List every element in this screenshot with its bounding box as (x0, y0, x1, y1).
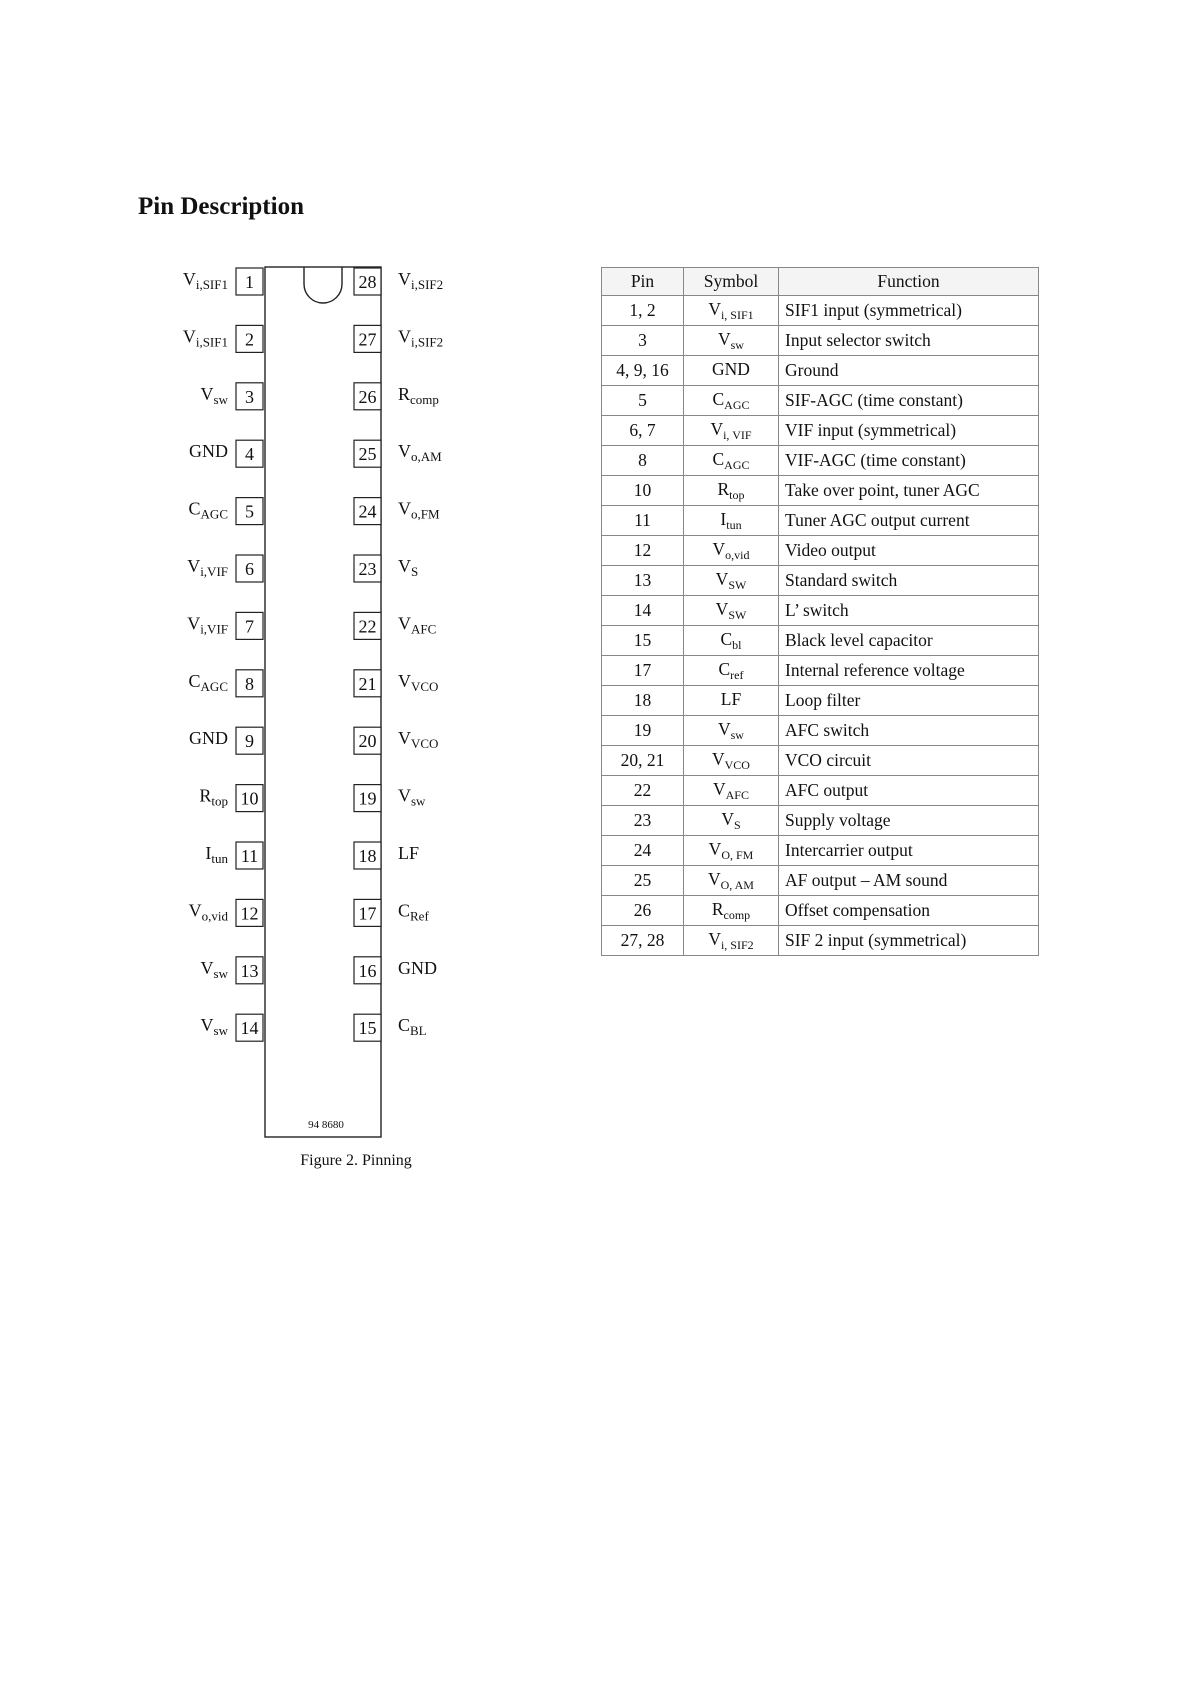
table-row (602, 896, 1039, 926)
function-cell: VIF-AGC (time constant) (779, 446, 1039, 476)
symbol-subscript: AFC (725, 787, 749, 802)
symbol-main: C (712, 448, 725, 469)
symbol-subscript: AGC (724, 397, 750, 412)
pin-number: 7 (245, 616, 254, 637)
symbol-cell (684, 296, 779, 326)
table-row (602, 326, 1039, 356)
symbol-subscript: sw (730, 727, 744, 742)
pin-number: 26 (358, 386, 377, 407)
symbol-main: V (200, 957, 214, 978)
table-row (602, 476, 1039, 506)
symbol-cell (684, 446, 779, 476)
pin-symbol (398, 384, 439, 407)
pin-number: 25 (358, 444, 377, 465)
symbol-subscript: sw (213, 965, 228, 981)
table-row (602, 656, 1039, 686)
symbol-main: V (398, 670, 411, 691)
pin-symbol (201, 958, 229, 981)
symbol-main: V (708, 298, 721, 319)
function-cell: Intercarrier output (779, 836, 1039, 866)
pin-cell: 12 (602, 536, 684, 566)
function-cell: AF output – AM sound (779, 866, 1039, 896)
symbol-main: C (398, 1015, 411, 1036)
table-row (602, 866, 1039, 896)
pin-symbol (189, 900, 229, 923)
symbol-subscript: i, VIF (723, 427, 752, 442)
symbol-subscript: BL (410, 1023, 427, 1039)
symbol-subscript: VCO (411, 736, 439, 752)
symbol-main: V (182, 269, 196, 289)
pin-cell: 15 (602, 626, 684, 656)
pin-cell: 24 (602, 836, 684, 866)
symbol-main: V (398, 613, 411, 634)
pin-cell: 17 (602, 656, 684, 686)
function-cell: Ground (779, 356, 1039, 386)
symbol-main: V (713, 778, 726, 799)
pin-number: 20 (358, 731, 377, 752)
pin-cell: 11 (602, 506, 684, 536)
pin-symbol (398, 786, 426, 809)
symbol-main: V (712, 538, 726, 559)
symbol-main: V (715, 568, 729, 589)
symbol-subscript: S (411, 564, 419, 579)
symbol-main: V (188, 900, 202, 921)
pin-symbol (398, 900, 429, 923)
pin-number: 9 (245, 731, 254, 752)
symbol-subscript: o,FM (411, 506, 440, 522)
pin-number: 22 (358, 616, 377, 637)
symbol-main: V (398, 269, 411, 289)
figure-caption: Figure 2. Pinning (300, 1152, 412, 1169)
pin-symbol (189, 441, 228, 461)
pin-symbol (187, 613, 228, 636)
pin-cell: 5 (602, 386, 684, 416)
symbol-main: LF (720, 688, 742, 709)
symbol-subscript: AFC (411, 621, 437, 637)
function-cell: Input selector switch (779, 326, 1039, 356)
pin-number: 27 (358, 329, 377, 350)
symbol-cell (684, 596, 779, 626)
function-cell: AFC output (779, 776, 1039, 806)
symbol-main: V (398, 498, 411, 519)
symbol-main: V (200, 383, 214, 404)
table-row (602, 416, 1039, 446)
symbol-subscript: top (211, 793, 228, 809)
symbol-cell (684, 686, 779, 716)
symbol-main: GND (189, 728, 228, 749)
symbol-main: R (717, 478, 730, 499)
symbol-subscript: tun (211, 851, 228, 866)
function-cell: Video output (779, 536, 1039, 566)
symbol-cell (684, 356, 779, 386)
symbol-main: R (711, 898, 724, 919)
function-cell: Black level capacitor (779, 626, 1039, 656)
symbol-main: V (712, 748, 725, 769)
pin-number: 13 (240, 960, 259, 981)
pin-number: 10 (240, 788, 259, 809)
symbol-subscript: o,AM (411, 449, 442, 465)
function-cell: Loop filter (779, 686, 1039, 716)
symbol-subscript: i,SIF2 (411, 334, 444, 350)
symbol-cell (684, 326, 779, 356)
pin-symbol (398, 613, 436, 636)
table-row (602, 806, 1039, 836)
function-cell: Supply voltage (779, 806, 1039, 836)
symbol-main: GND (189, 441, 228, 462)
page-title: Pin Description (138, 193, 304, 220)
pin-number: 17 (358, 903, 377, 924)
symbol-cell (684, 836, 779, 866)
function-cell: Standard switch (779, 566, 1039, 596)
symbol-main: V (708, 868, 721, 889)
table-row (602, 536, 1039, 566)
symbol-subscript: bl (732, 637, 742, 652)
pin-number: 4 (245, 444, 254, 465)
pin-number: 14 (240, 1018, 259, 1039)
symbol-subscript: ref (730, 667, 744, 682)
header-pin: Pin (602, 268, 684, 296)
pin-number: 18 (358, 846, 377, 866)
symbol-subscript: top (729, 487, 745, 502)
symbol-main: V (708, 928, 721, 949)
pin-cell: 14 (602, 596, 684, 626)
symbol-main: V (710, 418, 724, 439)
function-cell: Tuner AGC output current (779, 506, 1039, 536)
symbol-main: V (187, 556, 201, 576)
symbol-cell (684, 416, 779, 446)
symbol-main: V (182, 326, 196, 347)
symbol-subscript: O, AM (720, 877, 754, 892)
pin-number: 19 (358, 788, 377, 809)
symbol-subscript: AGC (200, 506, 228, 522)
symbol-subscript: sw (213, 1023, 228, 1039)
symbol-subscript: i,VIF (200, 621, 228, 637)
symbol-cell (684, 896, 779, 926)
pin-cell: 19 (602, 716, 684, 746)
symbol-cell (684, 806, 779, 836)
pin-number: 23 (358, 559, 377, 579)
symbol-subscript: i, SIF2 (720, 937, 754, 952)
symbol-subscript: o,vid (725, 547, 750, 562)
pin-cell: 4, 9, 16 (602, 356, 684, 386)
table-header-row (602, 268, 1039, 296)
pin-symbol (398, 269, 443, 292)
pin-symbol (189, 671, 228, 694)
header-symbol: Symbol (684, 268, 779, 296)
symbol-main: V (708, 838, 722, 859)
symbol-main: LF (398, 843, 420, 863)
pin-number: 3 (245, 386, 254, 407)
symbol-subscript: tun (726, 517, 742, 532)
symbol-subscript: SW (728, 607, 747, 622)
symbol-main: GND (398, 957, 437, 978)
function-cell: Offset compensation (779, 896, 1039, 926)
symbol-subscript: O, FM (721, 847, 754, 862)
pin-cell: 6, 7 (602, 416, 684, 446)
pin-symbol (398, 326, 443, 349)
pin-cell: 3 (602, 326, 684, 356)
pin-cell: 20, 21 (602, 746, 684, 776)
symbol-main: V (398, 785, 411, 806)
symbol-subscript: i,SIF2 (411, 277, 444, 292)
symbol-main: V (721, 808, 734, 829)
pin-cell: 1, 2 (602, 296, 684, 326)
symbol-cell (684, 866, 779, 896)
pinning-diagram (150, 262, 490, 1182)
symbol-subscript: Ref (410, 908, 429, 924)
pin-symbol (187, 556, 228, 579)
symbol-main: C (712, 388, 725, 409)
pin-cell: 27, 28 (602, 926, 684, 956)
symbol-cell (684, 476, 779, 506)
symbol-main: V (187, 613, 201, 634)
symbol-subscript: i,VIF (200, 564, 228, 579)
symbol-cell (684, 566, 779, 596)
pin-number: 24 (358, 501, 377, 522)
pin-table (601, 267, 1039, 956)
symbol-subscript: comp (410, 391, 439, 407)
pin-symbol (398, 671, 438, 694)
symbol-main: V (715, 598, 729, 619)
symbol-main: V (398, 326, 411, 347)
table-row (602, 596, 1039, 626)
pin-symbol (398, 441, 442, 464)
symbol-subscript: AGC (724, 457, 750, 472)
table-row (602, 926, 1039, 956)
symbol-subscript: comp (723, 907, 751, 922)
pin-number: 28 (358, 272, 377, 292)
table-row (602, 566, 1039, 596)
table-row (602, 296, 1039, 326)
symbol-subscript: VCO (724, 757, 750, 772)
symbol-main: C (718, 658, 731, 679)
symbol-main: C (398, 900, 411, 921)
pin-symbol (398, 556, 418, 579)
pin-symbol (201, 1015, 229, 1038)
pin-symbol (183, 269, 228, 292)
table-row (602, 836, 1039, 866)
pin-cell: 26 (602, 896, 684, 926)
symbol-main: C (720, 628, 733, 649)
symbol-cell (684, 626, 779, 656)
symbol-main: C (188, 670, 201, 691)
pin-symbol (201, 384, 229, 407)
symbol-main: V (200, 1015, 214, 1036)
function-cell: VIF input (symmetrical) (779, 416, 1039, 446)
pin-cell: 10 (602, 476, 684, 506)
symbol-cell (684, 746, 779, 776)
table-row (602, 446, 1039, 476)
pin-number: 15 (358, 1018, 377, 1039)
symbol-main: I (205, 843, 212, 863)
symbol-subscript: sw (411, 793, 426, 809)
symbol-subscript: i,SIF1 (195, 334, 228, 350)
table-row (602, 716, 1039, 746)
pin-symbol (205, 843, 228, 866)
table-row (602, 746, 1039, 776)
symbol-subscript: i,SIF1 (195, 277, 228, 292)
pins-layer (183, 268, 443, 1041)
function-cell: AFC switch (779, 716, 1039, 746)
table-row (602, 506, 1039, 536)
pin-cell: 23 (602, 806, 684, 836)
table-row (602, 776, 1039, 806)
pin-number: 8 (245, 673, 254, 694)
header-function: Function (779, 268, 1039, 296)
pin-number: 1 (245, 272, 254, 292)
pin-cell: 8 (602, 446, 684, 476)
pin-symbol (183, 326, 228, 349)
symbol-cell (684, 386, 779, 416)
symbol-subscript: sw (213, 391, 228, 407)
pin-number: 5 (245, 501, 254, 522)
function-cell: VCO circuit (779, 746, 1039, 776)
pin-symbol (189, 728, 228, 748)
pin-symbol (398, 958, 437, 978)
symbol-subscript: SW (728, 577, 747, 592)
ic-id: 94 8680 (308, 1119, 344, 1131)
function-cell: SIF 2 input (symmetrical) (779, 926, 1039, 956)
pin-number: 21 (358, 673, 377, 694)
pin-number: 12 (240, 903, 259, 924)
table-row (602, 356, 1039, 386)
ic-notch (304, 267, 342, 303)
pin-symbol (398, 499, 440, 522)
pin-symbol (398, 1015, 427, 1038)
pin-symbol (199, 786, 228, 809)
pin-number: 11 (240, 846, 259, 866)
symbol-main: R (199, 785, 212, 806)
symbol-main: GND (712, 358, 750, 379)
table-row (602, 686, 1039, 716)
pin-cell: 25 (602, 866, 684, 896)
pin-cell: 22 (602, 776, 684, 806)
symbol-subscript: sw (730, 337, 744, 352)
symbol-subscript: i, SIF1 (720, 307, 754, 322)
symbol-main: V (718, 328, 731, 349)
symbol-subscript: S (733, 817, 741, 832)
symbol-subscript: VCO (411, 678, 439, 694)
symbol-main: R (398, 383, 411, 404)
pin-cell: 18 (602, 686, 684, 716)
symbol-main: V (718, 718, 731, 739)
table-row (602, 386, 1039, 416)
symbol-cell (684, 536, 779, 566)
pin-number: 6 (245, 559, 254, 579)
pin-number: 2 (245, 329, 254, 350)
pin-cell: 13 (602, 566, 684, 596)
symbol-cell (684, 716, 779, 746)
function-cell: SIF-AGC (time constant) (779, 386, 1039, 416)
table-row (602, 626, 1039, 656)
symbol-cell (684, 506, 779, 536)
symbol-main: V (398, 728, 411, 749)
function-cell: Take over point, tuner AGC (779, 476, 1039, 506)
symbol-main: V (398, 441, 411, 462)
symbol-main: I (720, 508, 727, 529)
symbol-main: C (188, 498, 201, 519)
pin-symbol (398, 843, 419, 863)
symbol-cell (684, 926, 779, 956)
function-cell: SIF1 input (symmetrical) (779, 296, 1039, 326)
symbol-cell (684, 776, 779, 806)
function-cell: Internal reference voltage (779, 656, 1039, 686)
symbol-cell (684, 656, 779, 686)
pin-number: 16 (358, 960, 377, 981)
symbol-subscript: AGC (200, 678, 228, 694)
symbol-subscript: o,vid (201, 908, 228, 924)
pin-symbol (398, 728, 438, 751)
symbol-main: V (398, 556, 411, 576)
function-cell: L’ switch (779, 596, 1039, 626)
pin-symbol (189, 499, 228, 522)
